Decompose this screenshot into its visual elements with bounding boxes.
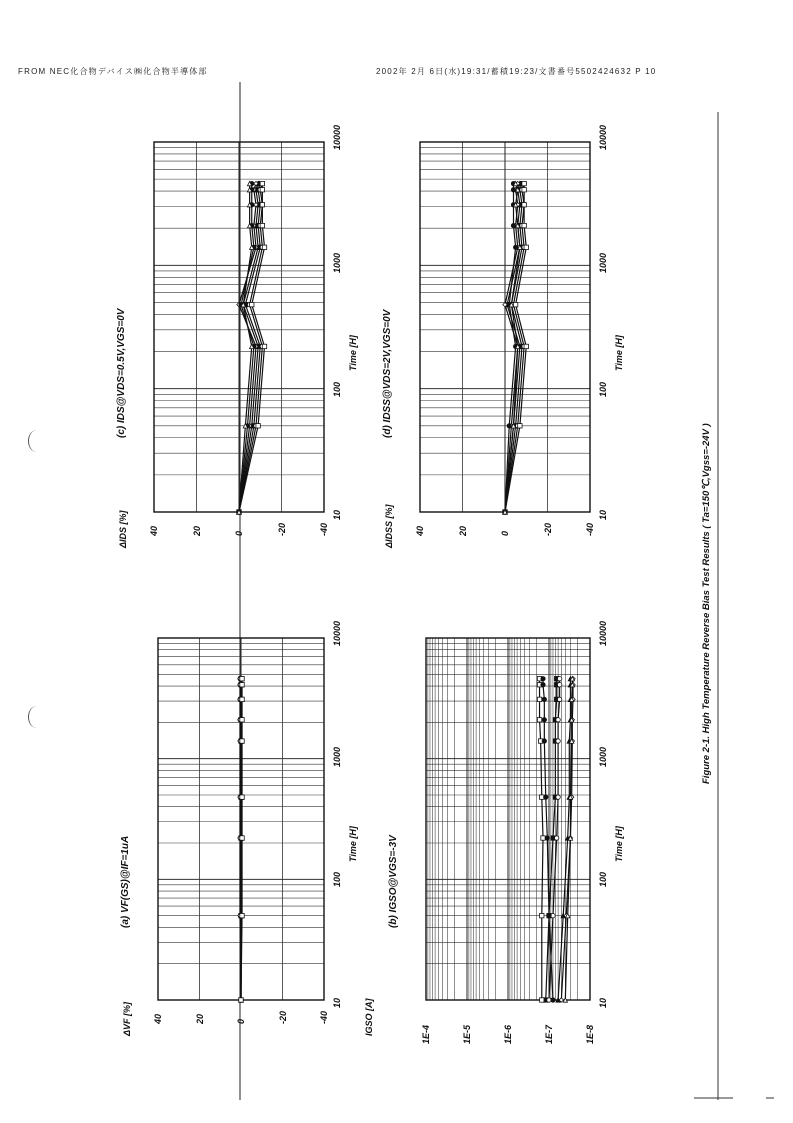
- y-tick-label: 0: [236, 1018, 246, 1024]
- figure-caption: Figure 2-1. High Temperature Reverse Bias Test Results ( Ta=150℃,Vgss=-24V ): [701, 423, 712, 784]
- data-point: [260, 188, 264, 192]
- y-tick-label: 1E-7: [544, 1024, 554, 1044]
- data-point: [557, 683, 561, 687]
- x-tick-label: 10000: [598, 620, 608, 646]
- y-tick-label: -40: [319, 1010, 329, 1024]
- data-point: [557, 676, 561, 680]
- data-point: [256, 424, 260, 428]
- data-point: [513, 245, 517, 249]
- y-tick-label: 20: [457, 525, 468, 536]
- x-tick-label: 10000: [598, 124, 608, 150]
- y-axis-title: ΔIDSS [%]: [384, 504, 394, 548]
- x-tick-label: 10000: [332, 124, 342, 150]
- data-point: [554, 836, 558, 840]
- chart-panel-d: [420, 142, 590, 514]
- data-point: [240, 676, 244, 680]
- y-tick-label: 0: [500, 530, 510, 536]
- data-point: [240, 683, 244, 687]
- x-tick-label: 10000: [332, 620, 342, 646]
- y-tick-label: 20: [194, 1013, 205, 1024]
- chart-title: (a) VF(GS)@IF=1uA: [120, 835, 131, 928]
- data-point: [524, 245, 528, 249]
- data-point: [557, 697, 561, 701]
- data-point: [540, 913, 544, 917]
- x-tick-label: 10: [598, 509, 608, 520]
- chart-panel-b: [426, 638, 590, 1002]
- data-point: [547, 913, 551, 917]
- data-point: [541, 836, 545, 840]
- data-point: [518, 424, 522, 428]
- data-point: [262, 245, 266, 249]
- chart-panel-c: [154, 142, 324, 514]
- x-tick-label: 10: [332, 997, 342, 1008]
- x-axis-title: Time [H]: [348, 826, 358, 863]
- data-point: [537, 718, 541, 722]
- y-tick-label: 40: [415, 525, 425, 536]
- y-axis-title: IGSO [A]: [364, 998, 374, 1036]
- chart-panel-a: [158, 638, 324, 1002]
- chart-title: (c) IDS@VDS=0.5V,VGS=0V: [116, 308, 127, 438]
- data-point: [522, 181, 526, 185]
- data-point: [551, 998, 555, 1002]
- y-tick-label: -40: [585, 522, 595, 536]
- x-tick-label: 1000: [332, 253, 342, 274]
- x-axis-title: Time [H]: [614, 826, 624, 863]
- x-tick-label: 100: [598, 872, 608, 888]
- y-tick-label: 40: [153, 1013, 163, 1024]
- data-point: [563, 998, 567, 1002]
- chart-title: (d) IDSS@VDS=2V,VGS=0V: [382, 309, 393, 438]
- data-point: [542, 697, 546, 701]
- data-point: [544, 795, 548, 799]
- x-tick-label: 100: [332, 872, 342, 888]
- data-point: [507, 424, 511, 428]
- y-tick-label: -40: [319, 522, 329, 536]
- data-point: [250, 302, 254, 306]
- data-point: [542, 739, 546, 743]
- x-tick-label: 1000: [598, 253, 608, 274]
- y-tick-label: 1E-5: [462, 1024, 472, 1044]
- data-point: [260, 181, 264, 185]
- data-point: [556, 795, 560, 799]
- data-point: [524, 344, 528, 348]
- x-tick-label: 1000: [598, 746, 608, 767]
- y-tick-label: -20: [277, 1010, 288, 1024]
- y-tick-label: 20: [191, 525, 202, 536]
- x-axis-title: Time [H]: [614, 335, 624, 372]
- data-point: [522, 203, 526, 207]
- data-point: [240, 795, 244, 799]
- data-point: [240, 913, 244, 917]
- y-axis-title: ΔIDS [%]: [118, 510, 128, 548]
- x-tick-label: 10: [332, 509, 342, 520]
- x-axis-title: Time [H]: [348, 335, 358, 372]
- data-point: [262, 344, 266, 348]
- y-tick-label: 1E-8: [585, 1024, 595, 1044]
- data-point: [511, 188, 515, 192]
- y-axis-title: ΔVF [%]: [122, 1001, 132, 1036]
- data-point: [511, 223, 515, 227]
- data-point: [542, 718, 546, 722]
- data-point: [260, 223, 264, 227]
- y-tick-label: -20: [542, 522, 553, 536]
- data-point: [240, 718, 244, 722]
- x-tick-label: 1000: [332, 746, 342, 767]
- data-point: [537, 697, 541, 701]
- fax-header-left: FROM NEC化合物デバイス㈱化合物半導体部: [18, 67, 208, 76]
- y-tick-label: 1E-6: [503, 1024, 513, 1044]
- data-point: [240, 697, 244, 701]
- data-point: [556, 739, 560, 743]
- data-point: [545, 836, 549, 840]
- data-point: [522, 223, 526, 227]
- data-point: [513, 302, 517, 306]
- x-tick-label: 100: [598, 381, 608, 397]
- y-tick-label: 1E-4: [421, 1024, 431, 1044]
- data-point: [540, 998, 544, 1002]
- data-point: [522, 188, 526, 192]
- x-tick-label: 10: [598, 997, 608, 1008]
- x-tick-label: 100: [332, 381, 342, 397]
- data-point: [541, 676, 545, 680]
- data-point: [556, 718, 560, 722]
- data-point: [541, 683, 545, 687]
- data-point: [568, 836, 572, 840]
- fax-header-right: 2002年 2月 6日(水)19:31/蓄積19:23/文書番号5502424632 P 10: [376, 67, 657, 76]
- data-point: [240, 739, 244, 743]
- data-point: [240, 836, 244, 840]
- y-tick-label: 0: [234, 530, 244, 536]
- y-tick-label: -20: [276, 522, 287, 536]
- data-point: [260, 203, 264, 207]
- data-point: [239, 998, 243, 1002]
- y-tick-label: 40: [149, 525, 159, 536]
- chart-title: (b) IGSO@VGS=-3V: [388, 834, 399, 928]
